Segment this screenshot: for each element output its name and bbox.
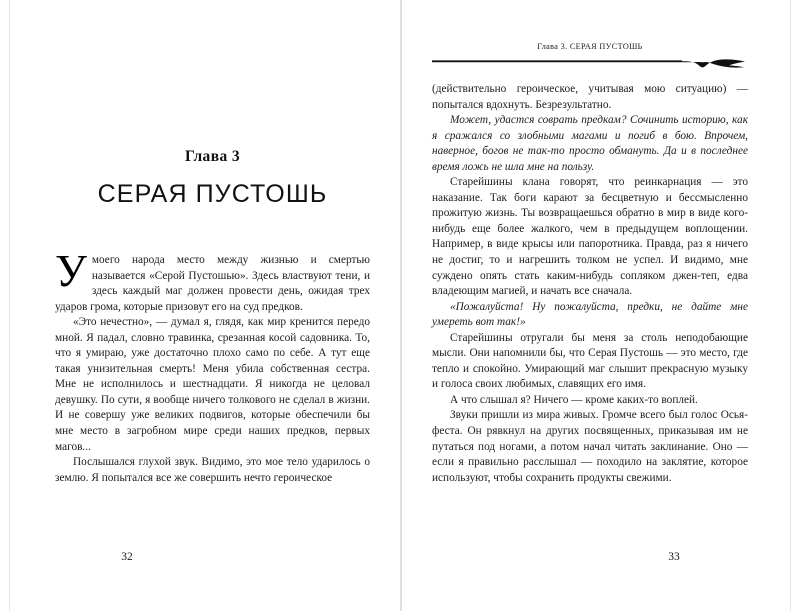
paragraph xyxy=(55,315,370,455)
paragraph-text: (действительно героическое, учитывая мою ситуацию) — попытался вдохнуть. Безрезультатно. xyxy=(432,83,748,111)
paragraph-text: Послышался глухой звук. Видимо, это мое тело ударилось о землю. Я попытался все же совершить нечто героическое xyxy=(55,456,370,484)
paragraph-continuation xyxy=(432,82,748,113)
paragraph xyxy=(432,175,748,299)
chapter-title: СЕРАЯ ПУСТОШЬ xyxy=(97,180,328,208)
paragraph-text: Может, удастся соврать предкам? Сочинить историю, как я сражался со злобными магами и погиб в бою. Впрочем, наверное, богов не так-то просто обмануть. Да и в последнее время ложь не шла мне на пользу. xyxy=(432,114,748,173)
paragraph xyxy=(432,393,748,409)
paragraph xyxy=(55,455,370,486)
paragraph-text: «Это нечестно», — думал я, глядя, как мир кренится передо мной. Я падал, словно травинка, срезанная косой садовника. То, что я умираю, уже достаточно плохо само по себе. А тут еще такая унизительная смерть! Меня убила собственная сестра. Мне не исполнилось и шестнадцати. Я никогда не целовал девушку. По сути, я вообще ничего толкового не сделал в жизни. И не совершу уже великих подвигов, которые обеспечили бы мне место в загробном мире среди наших предков, первых магов... xyxy=(55,316,370,453)
ornamental-rule xyxy=(432,56,748,70)
drop-cap: У xyxy=(55,246,87,296)
paragraph-text: А что слышал я? Ничего — кроме каких-то воплей. xyxy=(450,393,698,406)
paragraph xyxy=(432,408,748,486)
running-head-text: Глава 3. СЕРАЯ ПУСТОШЬ xyxy=(537,42,643,51)
paragraph xyxy=(432,331,748,393)
paragraph-text: Старейшины клана говорят, что реинкарнация — это наказание. Так боги карают за бесцветную и бессмысленно прожитую жизнь. Ты возвращаешься обратно в мир в виде кого-нибудь еще более жалкого, чем в предыдущем воплощении. Например, в виде крысы или папоротника. Правда, раз я ничего не достиг, то и нагрешить толком не успел. И видимо, мне суждено опять стать каким-нибудь сопляком джен-теп, едва владеющим магией, и начать все сначала. xyxy=(432,176,748,298)
chapter-label: Глава 3 xyxy=(184,148,241,165)
paragraph-italic xyxy=(432,113,748,175)
running-head xyxy=(432,42,748,72)
paragraph-text: моего народа место между жизнью и смертью называется «Серой Пустошью». Здесь властвуют тени, и здесь каждый маг должен провести день, ожидая трех ударов грома, которые призовут его на суд предков. xyxy=(55,254,370,313)
page-number-right: 33 xyxy=(668,551,680,563)
paragraph-italic xyxy=(432,300,748,331)
paragraph-text: Звуки пришли из мира живых. Громче всего был голос Осья-феста. Он рявкнул на других посвященных, приказывая им не путаться под ногами, а потом начал читать заклинание. Оно — если я правильно расслышал — походило на заклятие, которое используют, чтобы сохранить продукты свежими. xyxy=(432,409,748,484)
page-number-left: 32 xyxy=(121,551,133,563)
paragraph-opening xyxy=(55,246,370,315)
paragraph-text: «Пожалуйста! Ну пожалуйста, предки, не дайте мне умереть вот так!» xyxy=(432,300,748,329)
paragraph-text: Старейшины отругали бы меня за столь неподобающие мысли. Они напомнили бы, что Серая Пустошь — это место, где тепло и спокойно. Умирающий маг слышит прекрасную музыку и голоса своих любимых, славящих его имя. xyxy=(432,331,748,391)
chapter-heading xyxy=(55,0,370,209)
page-right xyxy=(400,0,800,611)
body-text-right xyxy=(432,0,748,486)
body-text-left xyxy=(55,209,370,486)
